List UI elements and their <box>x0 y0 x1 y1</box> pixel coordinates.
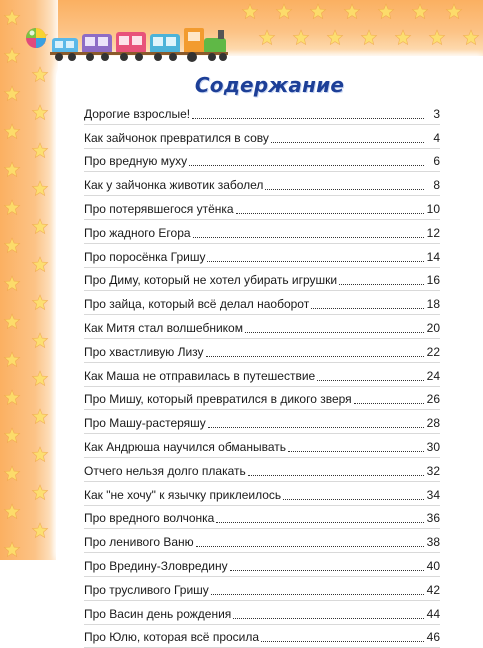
toc-entry <box>84 625 440 648</box>
toc-entry <box>84 268 440 292</box>
toc-entry <box>84 339 440 363</box>
toc-entry <box>84 410 440 434</box>
toc-entry-title: Про жадного Егора <box>84 225 191 240</box>
toc-entry-title: Отчего нельзя долго плакать <box>84 463 246 478</box>
toc-entry-title: Про ленивого Ваню <box>84 535 194 550</box>
star-icon <box>429 30 444 45</box>
toc-entry-page: 4 <box>433 130 440 145</box>
toc-entry-title: Про трусливого Гришу <box>84 582 209 597</box>
star-icon <box>412 4 427 19</box>
star-icon <box>4 48 19 63</box>
toc-entry <box>84 196 440 220</box>
toc-leader-dots <box>354 402 424 404</box>
toc-entry-page: 24 <box>426 368 440 383</box>
star-icon <box>4 466 19 481</box>
toc-entry-title: Как зайчонок превратился в сову <box>84 130 269 145</box>
star-icon <box>293 30 308 45</box>
toc-entry-page: 36 <box>426 511 440 526</box>
star-icon <box>32 143 47 158</box>
toc-entry <box>84 529 440 553</box>
toc-entry <box>84 125 440 149</box>
star-icon <box>32 219 47 234</box>
toc-leader-dots <box>311 307 424 309</box>
star-icon <box>446 4 461 19</box>
toc-leader-dots <box>317 379 424 381</box>
toc-entry-title: Как "не хочу" к язычку приклеилось <box>84 487 282 502</box>
toc-entry-title: Как Митя стал волшебником <box>84 320 243 335</box>
toc-entry-page: 42 <box>426 582 440 597</box>
toc-leader-dots <box>196 545 424 547</box>
toc-leader-dots <box>193 236 424 238</box>
star-icon <box>32 257 47 272</box>
toc-entry <box>84 434 440 458</box>
toc-leader-dots <box>236 212 424 214</box>
toc-leader-dots <box>283 498 424 500</box>
star-icon <box>463 30 478 45</box>
toc-entry-title: Про потерявшегося утёнка <box>84 201 234 216</box>
toc-leader-dots <box>230 569 424 571</box>
toc-entry-page: 10 <box>426 201 440 216</box>
toc-entry <box>84 458 440 482</box>
star-icon <box>32 181 47 196</box>
star-icon <box>361 30 376 45</box>
star-icon <box>242 4 257 19</box>
star-icon <box>4 390 19 405</box>
toc-entry <box>84 149 440 173</box>
star-icon <box>395 30 410 45</box>
page-title: Содержание <box>194 73 345 97</box>
toc-entry-page: 46 <box>426 630 440 645</box>
toc-entry-title: Про поросёнка Гришу <box>84 249 206 264</box>
toc-leader-dots <box>211 593 424 595</box>
star-icon <box>32 447 47 462</box>
toc-entry <box>84 220 440 244</box>
toc-entry-title: Про Васин день рождения <box>84 606 232 621</box>
toc-entry-page: 44 <box>426 606 440 621</box>
table-of-contents <box>84 101 440 648</box>
toc-entry-title: Про вредную муху <box>84 154 188 169</box>
star-icon <box>32 105 47 120</box>
toc-leader-dots <box>339 283 424 285</box>
toc-entry-page: 3 <box>433 106 440 121</box>
star-icon <box>4 276 19 291</box>
toc-leader-dots <box>233 617 424 619</box>
star-icon <box>4 428 19 443</box>
toc-entry <box>84 506 440 530</box>
toc-entry <box>84 482 440 506</box>
star-icon <box>4 504 19 519</box>
star-icon <box>32 371 47 386</box>
star-icon <box>4 10 19 25</box>
star-icon <box>4 314 19 329</box>
star-icon <box>327 30 342 45</box>
toc-leader-dots <box>248 474 424 476</box>
toc-entry-title: Дорогие взрослые! <box>84 106 191 121</box>
star-icon <box>32 409 47 424</box>
toy-train-icon <box>22 22 232 64</box>
star-icon <box>4 124 19 139</box>
star-icon <box>4 542 19 557</box>
toc-entry-page: 32 <box>426 463 440 478</box>
toc-entry <box>84 363 440 387</box>
star-icon <box>4 200 19 215</box>
toc-entry-page: 28 <box>426 416 440 431</box>
star-icon <box>4 352 19 367</box>
toc-entry-page: 40 <box>426 558 440 573</box>
star-icon <box>32 67 47 82</box>
toc-entry-page: 12 <box>426 225 440 240</box>
toc-entry-page: 14 <box>426 249 440 264</box>
toc-entry-title: Как у зайчонка животик заболел <box>84 178 264 193</box>
toc-entry <box>84 101 440 125</box>
toc-entry <box>84 601 440 625</box>
toc-leader-dots <box>189 164 424 166</box>
star-icon <box>32 523 47 538</box>
toc-entry-page: 8 <box>433 178 440 193</box>
toc-entry-page: 38 <box>426 535 440 550</box>
toc-leader-dots <box>271 141 424 143</box>
toc-leader-dots <box>206 355 424 357</box>
toc-entry-title: Про Юлю, которая всё просила <box>84 630 260 645</box>
toc-entry-title: Про Мишу, который превратился в дикого зверя <box>84 392 352 407</box>
toc-entry-page: 16 <box>426 273 440 288</box>
toc-entry-page: 20 <box>426 320 440 335</box>
toc-entry <box>84 387 440 411</box>
toc-leader-dots <box>288 450 424 452</box>
star-icon <box>259 30 274 45</box>
toc-leader-dots <box>265 188 424 190</box>
toc-entry-title: Про зайца, который всё делал наоборот <box>84 297 310 312</box>
toc-entry-page: 22 <box>426 344 440 359</box>
star-icon <box>32 485 47 500</box>
toc-entry-page: 30 <box>426 439 440 454</box>
toc-entry-page: 18 <box>426 297 440 312</box>
star-icon <box>4 238 19 253</box>
toc-leader-dots <box>208 426 424 428</box>
toc-leader-dots <box>192 117 424 119</box>
toc-entry-title: Про Диму, который не хотел убирать игрушки <box>84 273 338 288</box>
toc-leader-dots <box>216 521 424 523</box>
star-icon <box>4 162 19 177</box>
toc-entry-title: Про вредного волчонка <box>84 511 215 526</box>
toc-leader-dots <box>245 331 424 333</box>
star-icon <box>32 333 47 348</box>
toc-entry <box>84 291 440 315</box>
toc-entry <box>84 315 440 339</box>
toc-entry-title: Про Машу-растеряшу <box>84 416 206 431</box>
star-icon <box>32 295 47 310</box>
star-icon <box>4 86 19 101</box>
toc-leader-dots <box>261 640 424 642</box>
toc-entry <box>84 577 440 601</box>
toc-entry-title: Как Андрюша научился обманывать <box>84 439 287 454</box>
toc-entry-title: Про хвастливую Лизу <box>84 344 204 359</box>
toc-leader-dots <box>207 260 424 262</box>
star-icon <box>378 4 393 19</box>
toc-entry <box>84 244 440 268</box>
toc-entry <box>84 172 440 196</box>
toc-entry <box>84 553 440 577</box>
ball-icon <box>26 28 46 48</box>
star-icon <box>276 4 291 19</box>
star-icon <box>310 4 325 19</box>
toc-entry-title: Как Маша не отправилась в путешествие <box>84 368 316 383</box>
toc-entry-page: 26 <box>426 392 440 407</box>
toc-entry-page: 6 <box>433 154 440 169</box>
star-icon <box>344 4 359 19</box>
toc-entry-page: 34 <box>426 487 440 502</box>
toc-entry-title: Про Вредину-Зловредину <box>84 558 228 573</box>
